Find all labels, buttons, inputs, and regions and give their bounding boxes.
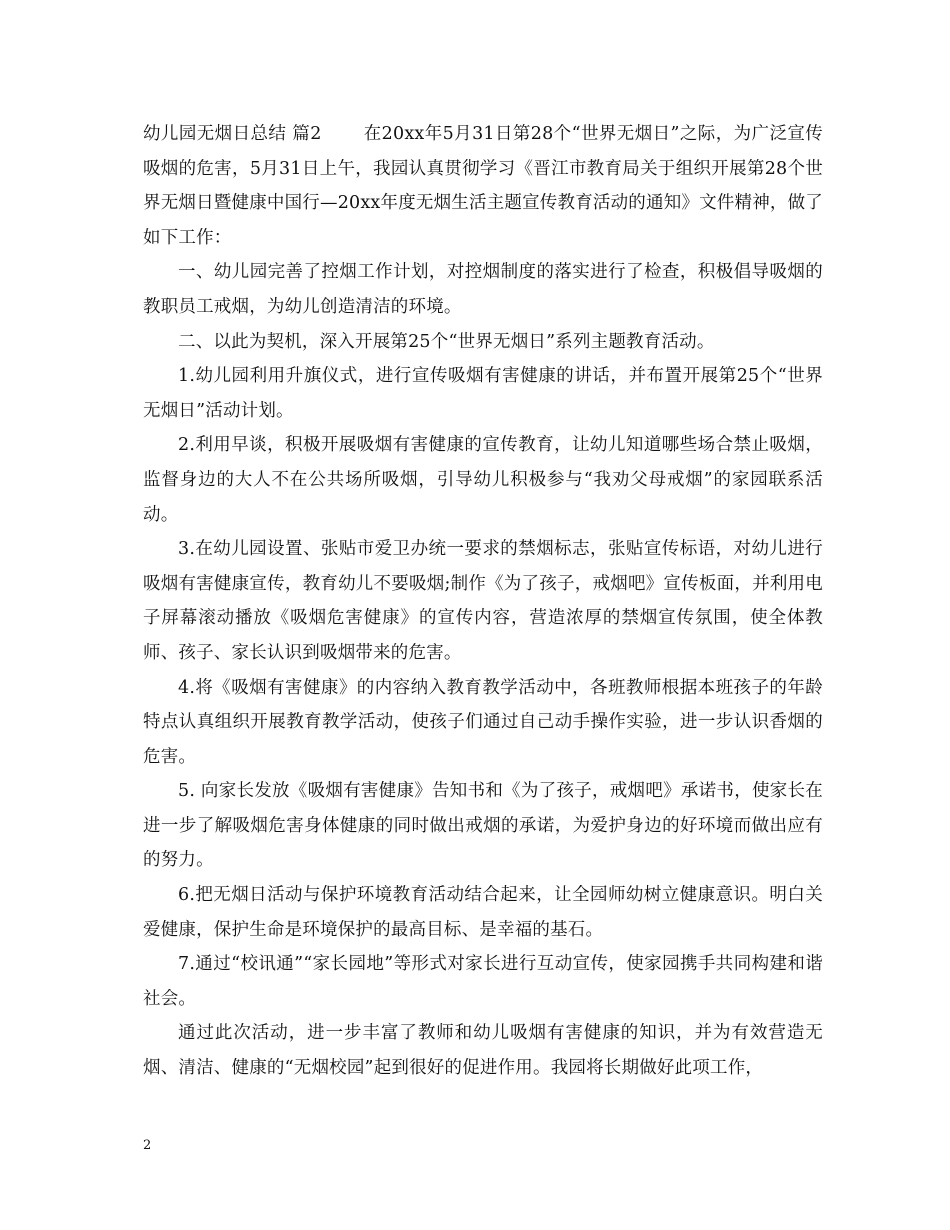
document-title: 幼儿园无烟日总结 篇2 bbox=[143, 124, 322, 144]
document-body bbox=[143, 117, 823, 1086]
intro-paragraph bbox=[143, 117, 823, 255]
paragraph-item-5: 5. 向家长发放《吸烟有害健康》告知书和《为了孩子，戒烟吧》承诺书，使家长在进一步了解吸烟危害身体健康的同时做出戒烟的承诺，为爱护身边的好环境而做出应有的努力。 bbox=[143, 781, 823, 871]
paragraph-item-1: 1.幼儿园利用升旗仪式，进行宣传吸烟有害健康的讲话，并布置开展第25个“世界无烟日”活动计划。 bbox=[143, 366, 823, 421]
paragraph-item-7: 7.通过“校讯通”“家长园地”等形式对家长进行互动宣传，使家园携手共同构建和谐社会。 bbox=[143, 954, 823, 1009]
intro-text: 在20xx年5月31日第28个“世界无烟日”之际，为广泛宣传吸烟的危害，5月31日上午，我园认真贯彻学习《晋江市教育局关于组织开展第28个世界无烟日暨健康中国行—20xx年度无烟生活主题宣传教育活动的通知》文件精神，做了如下工作： bbox=[143, 124, 824, 248]
page-number: 2 bbox=[143, 1138, 152, 1153]
paragraph-item-2: 2.利用早谈，积极开展吸烟有害健康的宣传教育，让幼儿知道哪些场合禁止吸烟，监督身边的大人不在公共场所吸烟，引导幼儿积极参与“我劝父母戒烟”的家园联系活动。 bbox=[143, 435, 823, 525]
paragraph-item-4: 4.将《吸烟有害健康》的内容纳入教育教学活动中，各班教师根据本班孩子的年龄特点认真组织开展教育教学活动，使孩子们通过自己动手操作实验，进一步认识香烟的危害。 bbox=[143, 677, 823, 767]
paragraph-conclusion: 通过此次活动，进一步丰富了教师和幼儿吸烟有害健康的知识，并为有效营造无烟、清洁、健康的“无烟校园”起到很好的促进作用。我园将长期做好此项工作， bbox=[143, 1023, 823, 1079]
paragraph-section-2: 二、以此为契机，深入开展第25个“世界无烟日”系列主题教育活动。 bbox=[178, 331, 715, 352]
paragraph-section-1: 一、幼儿园完善了控烟工作计划，对控烟制度的落实进行了检查，积极倡导吸烟的教职员工戒烟，为幼儿创造清洁的环境。 bbox=[143, 262, 823, 317]
paragraph-item-6: 6.把无烟日活动与保护环境教育活动结合起来，让全园师幼树立健康意识。明白关爱健康，保护生命是环境保护的最高目标、是幸福的基石。 bbox=[143, 885, 823, 940]
paragraph-item-3: 3.在幼儿园设置、张贴市爱卫办统一要求的禁烟标志，张贴宣传标语，对幼儿进行吸烟有害健康宣传，教育幼儿不要吸烟;制作《为了孩子，戒烟吧》宣传板面，并利用电子屏幕滚动播放《吸烟危害健康》的宣传内容，营造浓厚的禁烟宣传氛围，使全体教师、孩子、家长认识到吸烟带来的危害。 bbox=[143, 539, 823, 663]
